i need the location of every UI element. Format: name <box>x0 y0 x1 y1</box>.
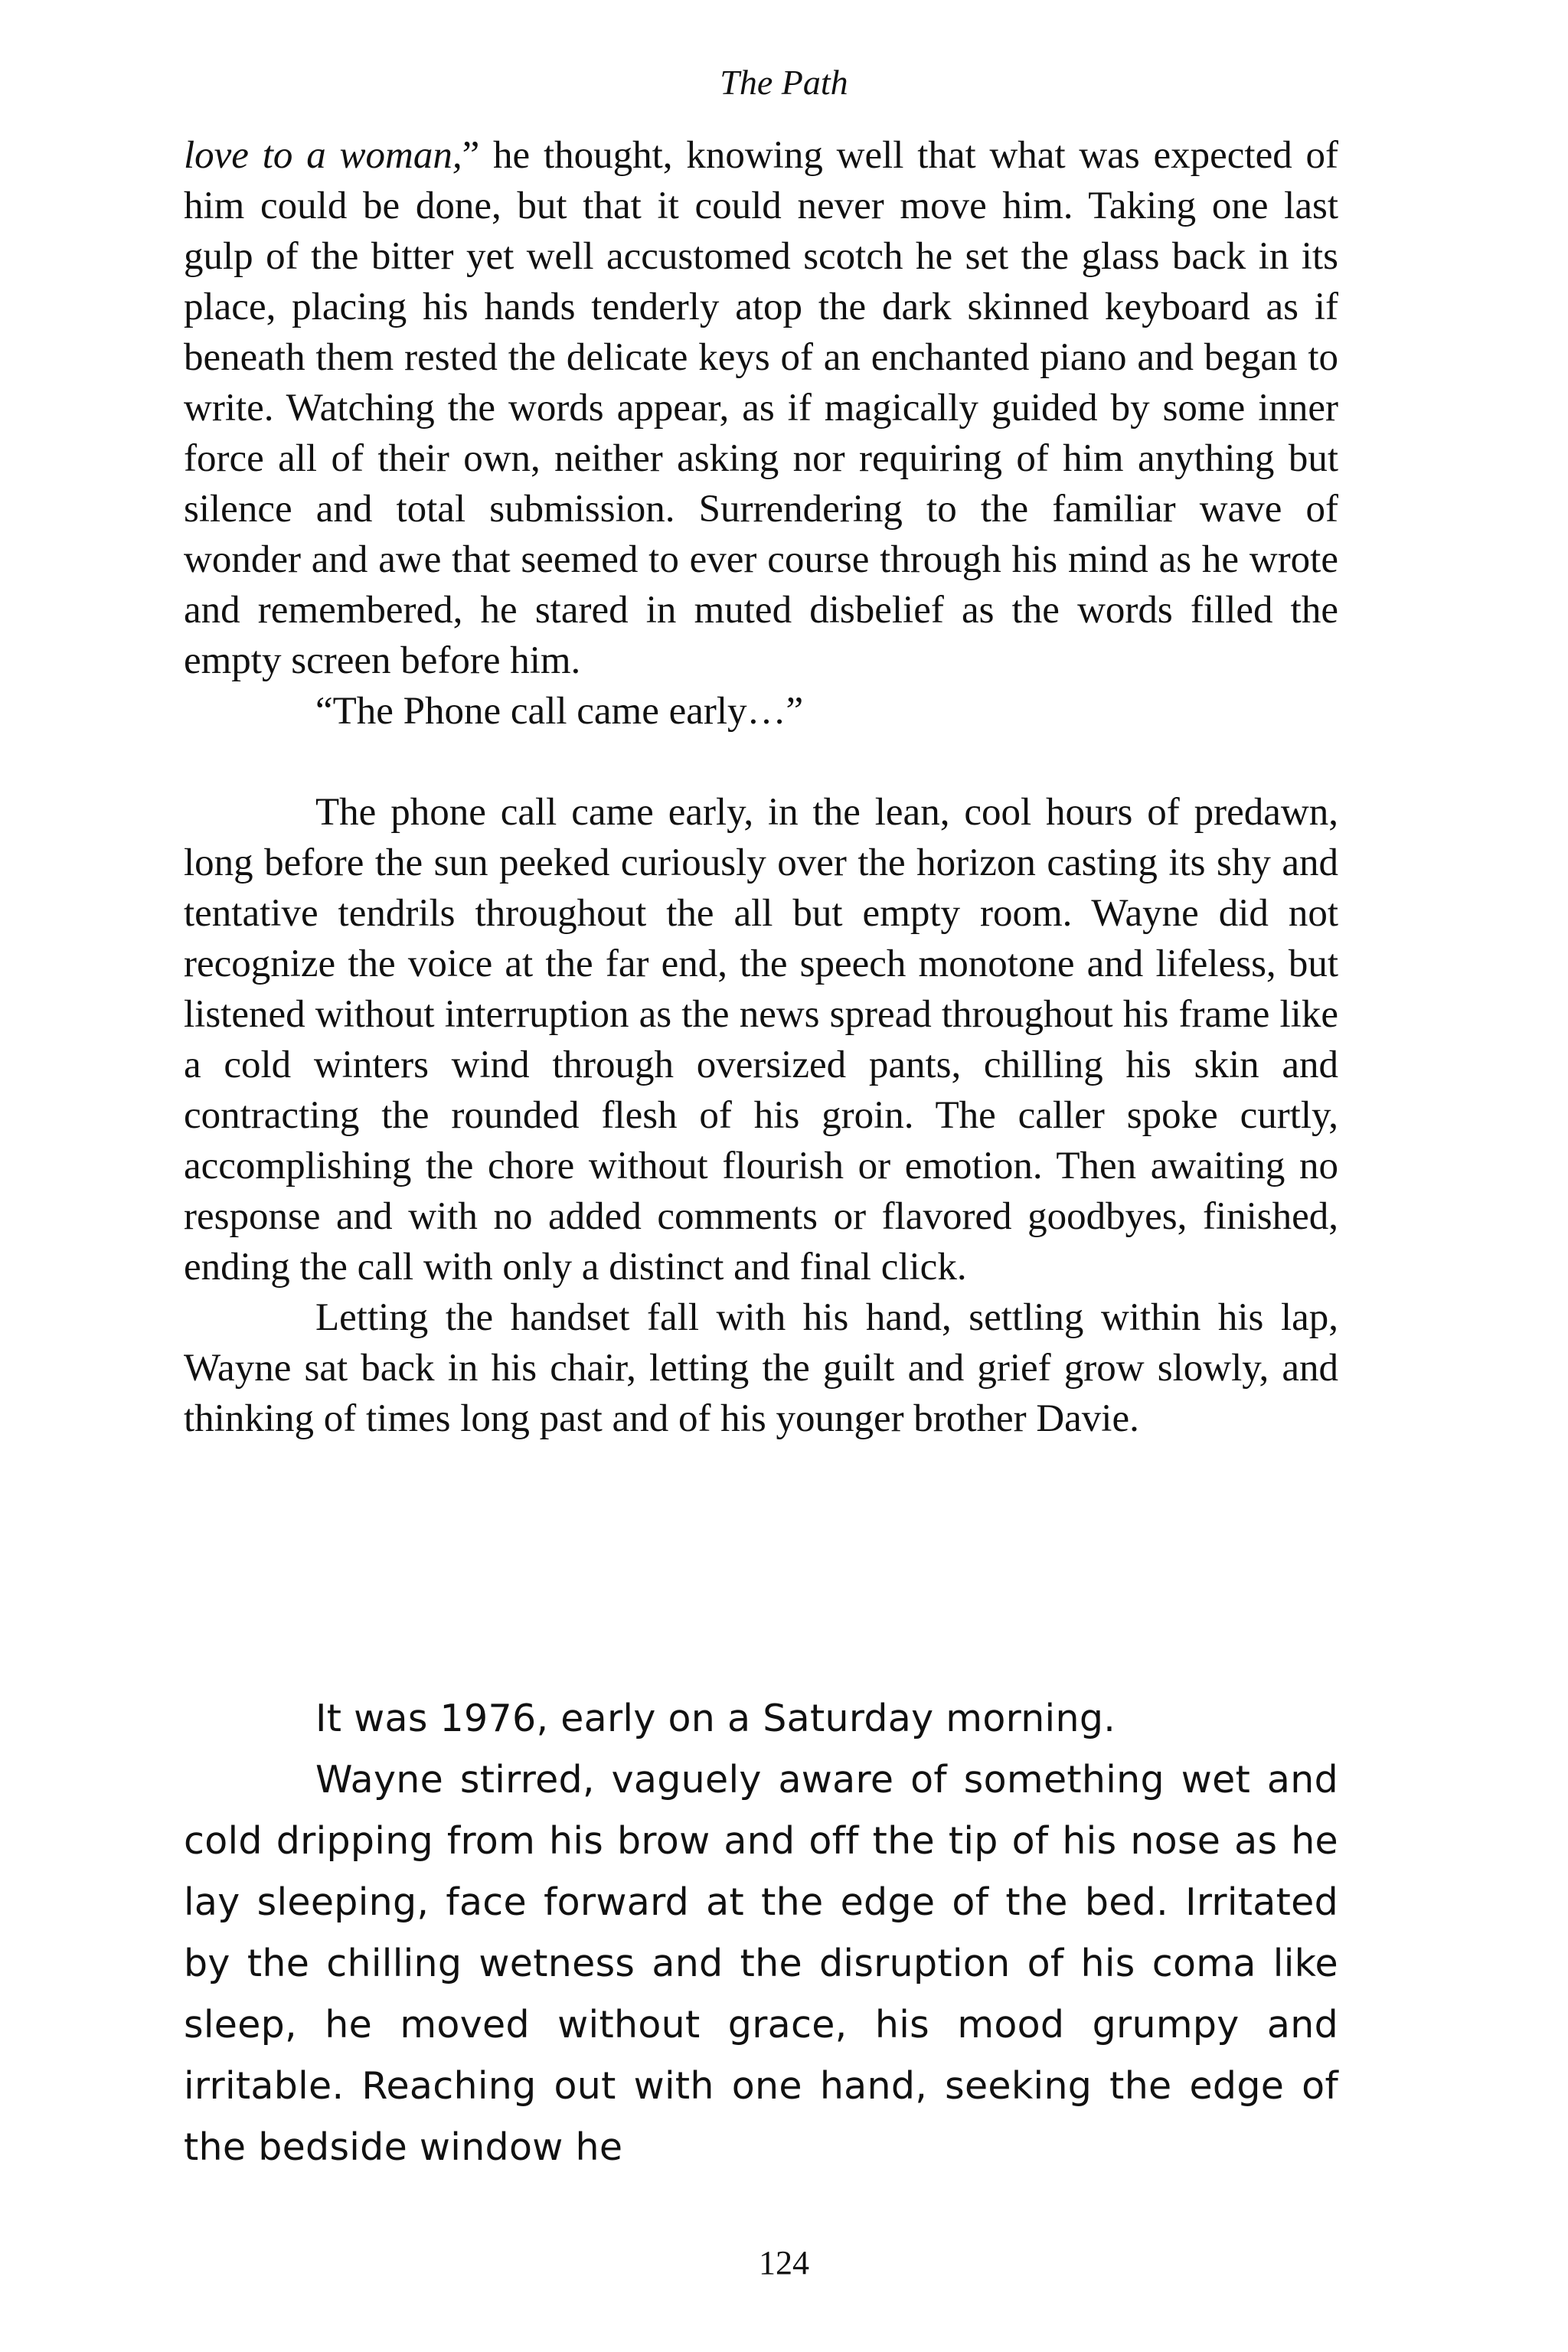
paragraph: It was 1976, early on a Saturday morning. <box>315 1697 1116 1740</box>
paragraph <box>184 130 1338 686</box>
paragraph: The phone call came early, in the lean, cool hours of predawn, long before the sun peeked curiously over the horizon casting its shy and tentative tendrils throughout the all but empty room. Wayne did not recognize the voice at the far end, the speech monotone and lifeless, but listened without interruption as the news spread throughout his frame like a cold winters wind through oversized pants, chilling his skin and contracting the rounded flesh of his groin. The caller spoke curtly, accomplishing the chore without flourish or emotion. Then awaiting no response and with no added comments or flavored goodbyes, finished, ending the call with only a distinct and final click. <box>184 791 1338 1289</box>
paragraph: Wayne stirred, vaguely aware of something wet and cold dripping from his brow and off the tip of his nose as he lay sleeping, face forward at the edge of the bed. Irritated by the chilling wetness and the disruption of his coma like sleep, he moved without grace, his mood grumpy and irritable. Reaching out with one hand, seeking the edge of the bedside window he <box>184 1758 1338 2169</box>
italic-phrase: love to a woman, <box>184 134 462 177</box>
page-number: 124 <box>759 2244 809 2282</box>
quoted-line: “The Phone call came early…” <box>315 690 804 733</box>
paragraph-text: ” he thought, knowing well that what was expected of him could be done, but that it could never move him. Taking one last gulp of the bitter yet well accustomed scotch he set the glass back in its place, placing his hands tenderly atop the dark skinned keyboard as if beneath them rested the delicate keys of an enchanted piano and began to write. Watching the words appear, as if magically guided by some inner force all of their own, neither asking nor requiring of him anything but silence and total submission. Surrendering to the familiar wave of wonder and awe that seemed to ever course through his mind as he wrote and remembered, he stared in muted disbelief as the words filled the empty screen before him. <box>184 134 1338 682</box>
paragraph: Letting the handset fall with his hand, settling within his lap, Wayne sat back in his chair, letting the guilt and grief grow slowly, and thinking of times long past and of his younger brother Davie. <box>184 1296 1338 1440</box>
running-head: The Path <box>720 63 848 102</box>
handwritten-style-text <box>184 1688 1338 2178</box>
body-text <box>184 130 1338 1444</box>
